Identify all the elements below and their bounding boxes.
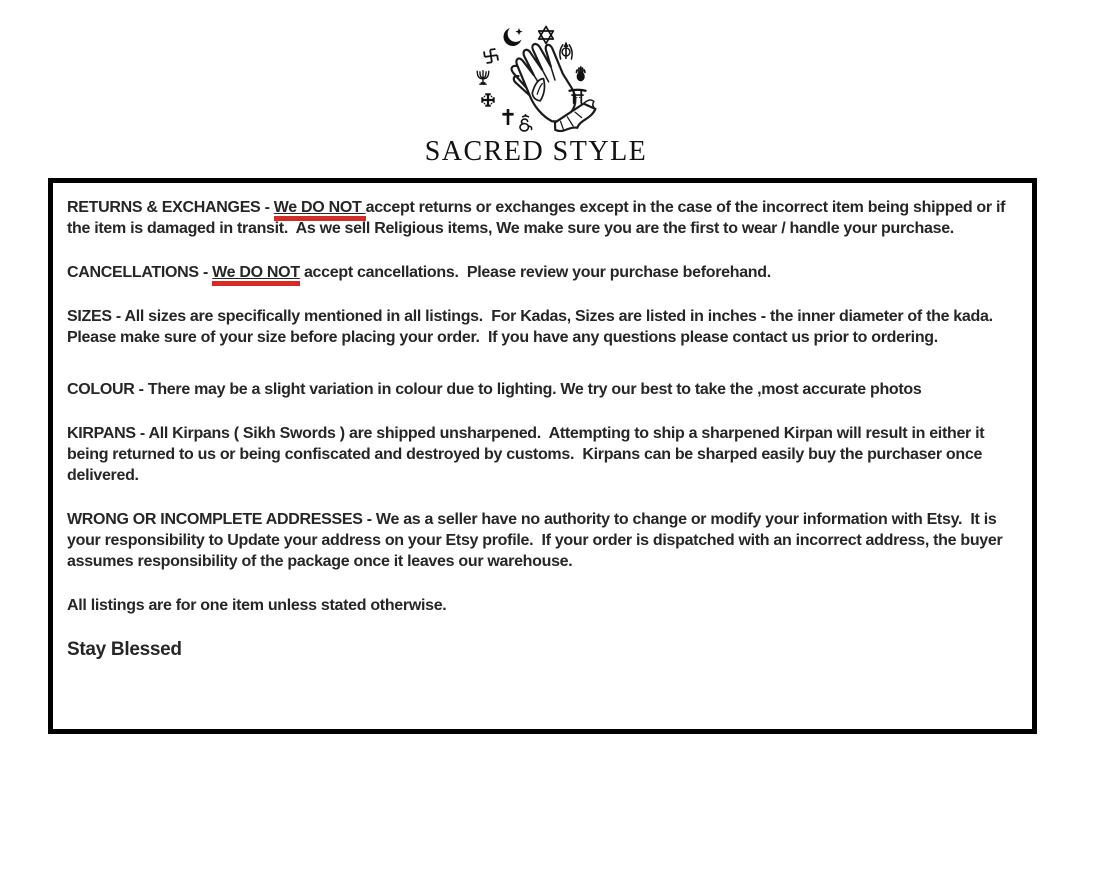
policy-text-run: Stay Blessed — [67, 639, 182, 660]
policy-text-run: RETURNS & EXCHANGES - — [67, 199, 274, 216]
policy-paragraph-cancellations — [67, 262, 1018, 283]
policy-text-run: accept returns or exchanges except in the case of the incorrect item being shipped or if the item is damaged in transit. As we sell Religious items, We make sure you are the first to wear / handle your purchase. — [67, 199, 1010, 237]
menorah-icon — [474, 68, 492, 86]
policy-paragraph-addresses — [67, 509, 1018, 572]
latin-cross-icon — [501, 108, 515, 126]
khanda-icon — [557, 41, 575, 61]
policy-box — [48, 178, 1037, 734]
policy-paragraph-colour — [67, 379, 1018, 400]
policy-text-run: WRONG OR INCOMPLETE ADDRESSES - We as a seller have no authority to change or modify your information with Etsy. It is your responsibility to Update your address on your Etsy profile. If your order is dispatched with an incorrect address, the buyer assumes responsibility of the package once it leaves our warehouse. — [67, 511, 1007, 570]
brand-logo — [396, 24, 676, 168]
policy-text-run: accept cancellations. Please review your purchase beforehand. — [299, 264, 771, 281]
policy-text-run: SIZES - All sizes are specifically mentioned in all listings. For Kadas, Sizes are listed in inches - the inner diameter of the kada. Please make sure of your size before placing your order. If you have any questions please contact us prior to ordering. — [67, 308, 1002, 346]
swastika-icon — [481, 46, 501, 66]
policy-text — [67, 197, 1018, 660]
policy-paragraph-sizes — [67, 306, 1018, 348]
star-and-crescent-icon — [502, 26, 524, 48]
policy-text-run: All listings are for one item unless stated otherwise. — [67, 597, 447, 614]
religious-symbol-ring — [462, 24, 632, 142]
red-underlined-text: We DO NOT — [212, 264, 300, 286]
policy-text-run: KIRPANS - All Kirpans ( Sikh Swords ) are shipped unsharpened. Attempting to ship a sharpened Kirpan will result in either it being returned to us or being confiscated and destroyed by customs. Kirpans can be sharped easily buy the purchaser once delivered. — [67, 425, 989, 484]
policy-text-run: CANCELLATIONS - — [67, 264, 213, 281]
policy-paragraph-one-item — [67, 595, 1018, 616]
hamsa-icon — [574, 65, 587, 83]
policy-paragraph-sign-off — [67, 639, 1018, 660]
policy-text-run: COLOUR - There may be a slight variation in colour due to lighting. We try our best to take the ,most accurate photos — [67, 381, 922, 398]
torii-gate-icon — [568, 87, 587, 104]
policy-paragraph-returns — [67, 197, 1018, 239]
cross-pattee-icon — [480, 92, 496, 108]
red-underlined-text: We DO NOT — [274, 199, 366, 221]
policy-paragraph-kirpans — [67, 423, 1018, 486]
brand-name: SACRED STYLE — [424, 136, 648, 167]
star-of-david-icon — [536, 25, 556, 45]
om-icon — [515, 114, 535, 133]
